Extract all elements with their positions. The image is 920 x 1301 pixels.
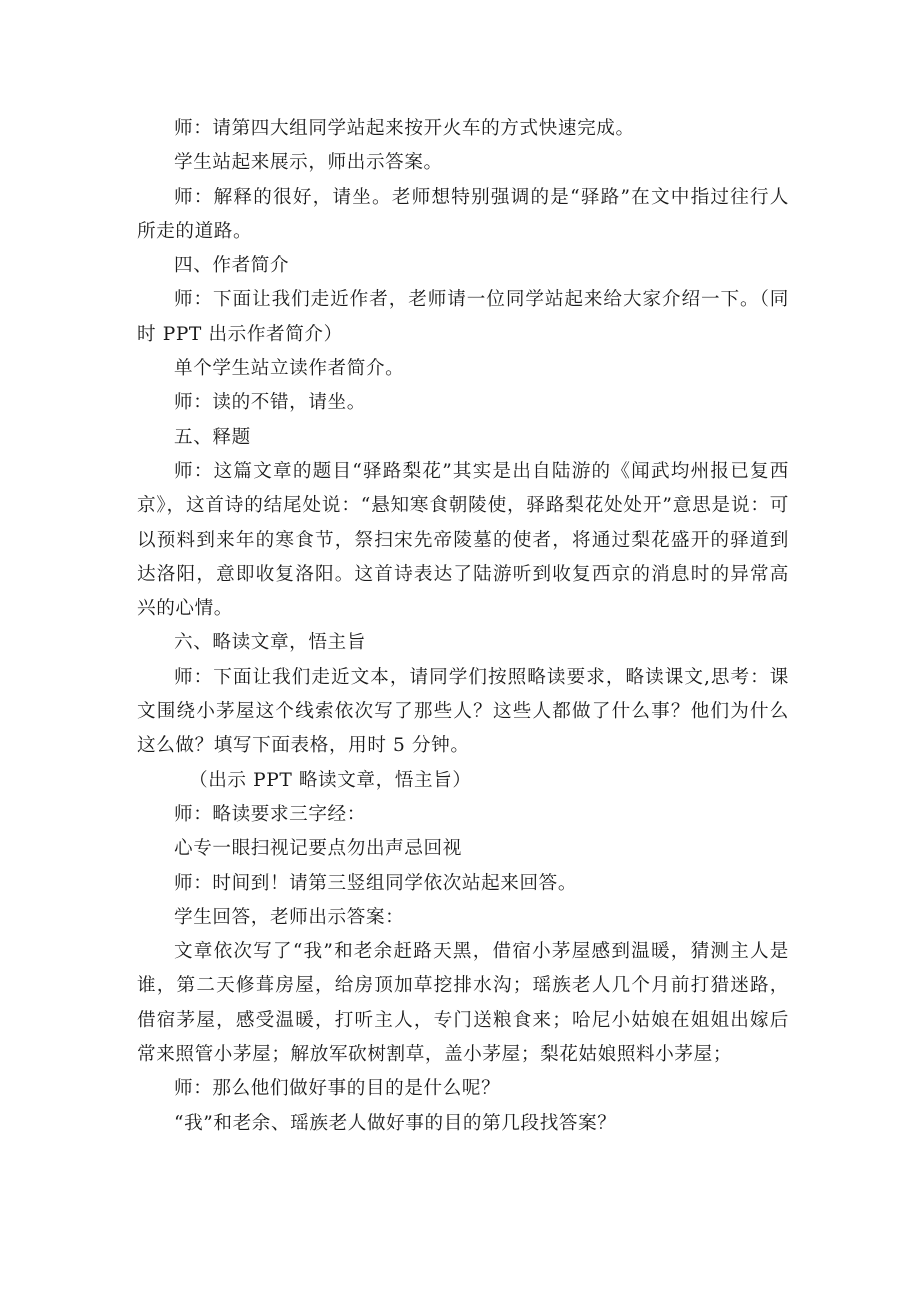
paragraph-11: 师：下面让我们走近文本，请同学们按照略读要求，略读课文,思考：课文围绕小茅屋这个线索依次写了那些人？这些人都做了什么事？他们为什么这么做？填写下面表格，用时 5 分钟。 bbox=[137, 666, 789, 757]
paragraph-16: 学生回答，老师出示答案： bbox=[174, 906, 405, 928]
paragraph-5: 师：下面让我们走近作者，老师请一位同学站起来给大家介绍一下。（同时 PPT 出示作者简介） bbox=[137, 289, 789, 345]
paragraph-6: 单个学生站立读作者简介。 bbox=[174, 358, 405, 380]
paragraph-14: 心专一眼扫视记要点勿出声忌回视 bbox=[174, 838, 462, 860]
paragraph-13: 师：略读要求三字经： bbox=[174, 803, 366, 825]
paragraph-12: （出示 PPT 略读文章，悟主旨） bbox=[189, 769, 472, 791]
section-heading-author: 四、作者简介 bbox=[174, 255, 290, 277]
document-page bbox=[137, 112, 789, 1141]
paragraph-17: 文章依次写了“我”和老余赶路天黑，借宿小茅屋感到温暖，猜测主人是谁，第二天修葺房屋，给房顶加草挖排水沟；瑶族老人几个月前打猎迷路，借宿茅屋，感受温暖，打听主人，专门送粮食来；哈尼小姑娘在姐姐出嫁后常来照管小茅屋；解放军砍树割草，盖小茅屋；梨花姑娘照料小茅屋； bbox=[137, 941, 789, 1066]
paragraph-3: 师：解释的很好，请坐。老师想特别强调的是“驿路”在文中指过往行人所走的道路。 bbox=[137, 186, 789, 242]
paragraph-7: 师：读的不错，请坐。 bbox=[174, 392, 366, 414]
paragraph-19: “我”和老余、瑶族老人做好事的目的第几段找答案？ bbox=[174, 1112, 617, 1134]
paragraph-1: 师：请第四大组同学站起来按开火车的方式快速完成。 bbox=[174, 118, 635, 139]
section-heading-title: 五、释题 bbox=[174, 426, 251, 448]
paragraph-2: 学生站起来展示，师出示答案。 bbox=[174, 152, 443, 174]
paragraph-15: 师：时间到！请第三竖组同学依次站起来回答。 bbox=[174, 872, 578, 894]
paragraph-9: 师：这篇文章的题目“驿路梨花”其实是出自陆游的《闻武均州报已复西京》，这首诗的结尾处说：“悬知寒食朝陵使，驿路梨花处处开”意思是说：可以预料到来年的寒食节，祭扫宋先帝陵墓的使者，将通过梨花盛开的驿道到达洛阳，意即收复洛阳。这首诗表达了陆游听到收复西京的消息时的异常高兴的心情。 bbox=[137, 460, 789, 620]
section-heading-skim: 六、略读文章，悟主旨 bbox=[174, 632, 366, 654]
paragraph-18: 师：那么他们做好事的目的是什么呢？ bbox=[174, 1078, 501, 1100]
